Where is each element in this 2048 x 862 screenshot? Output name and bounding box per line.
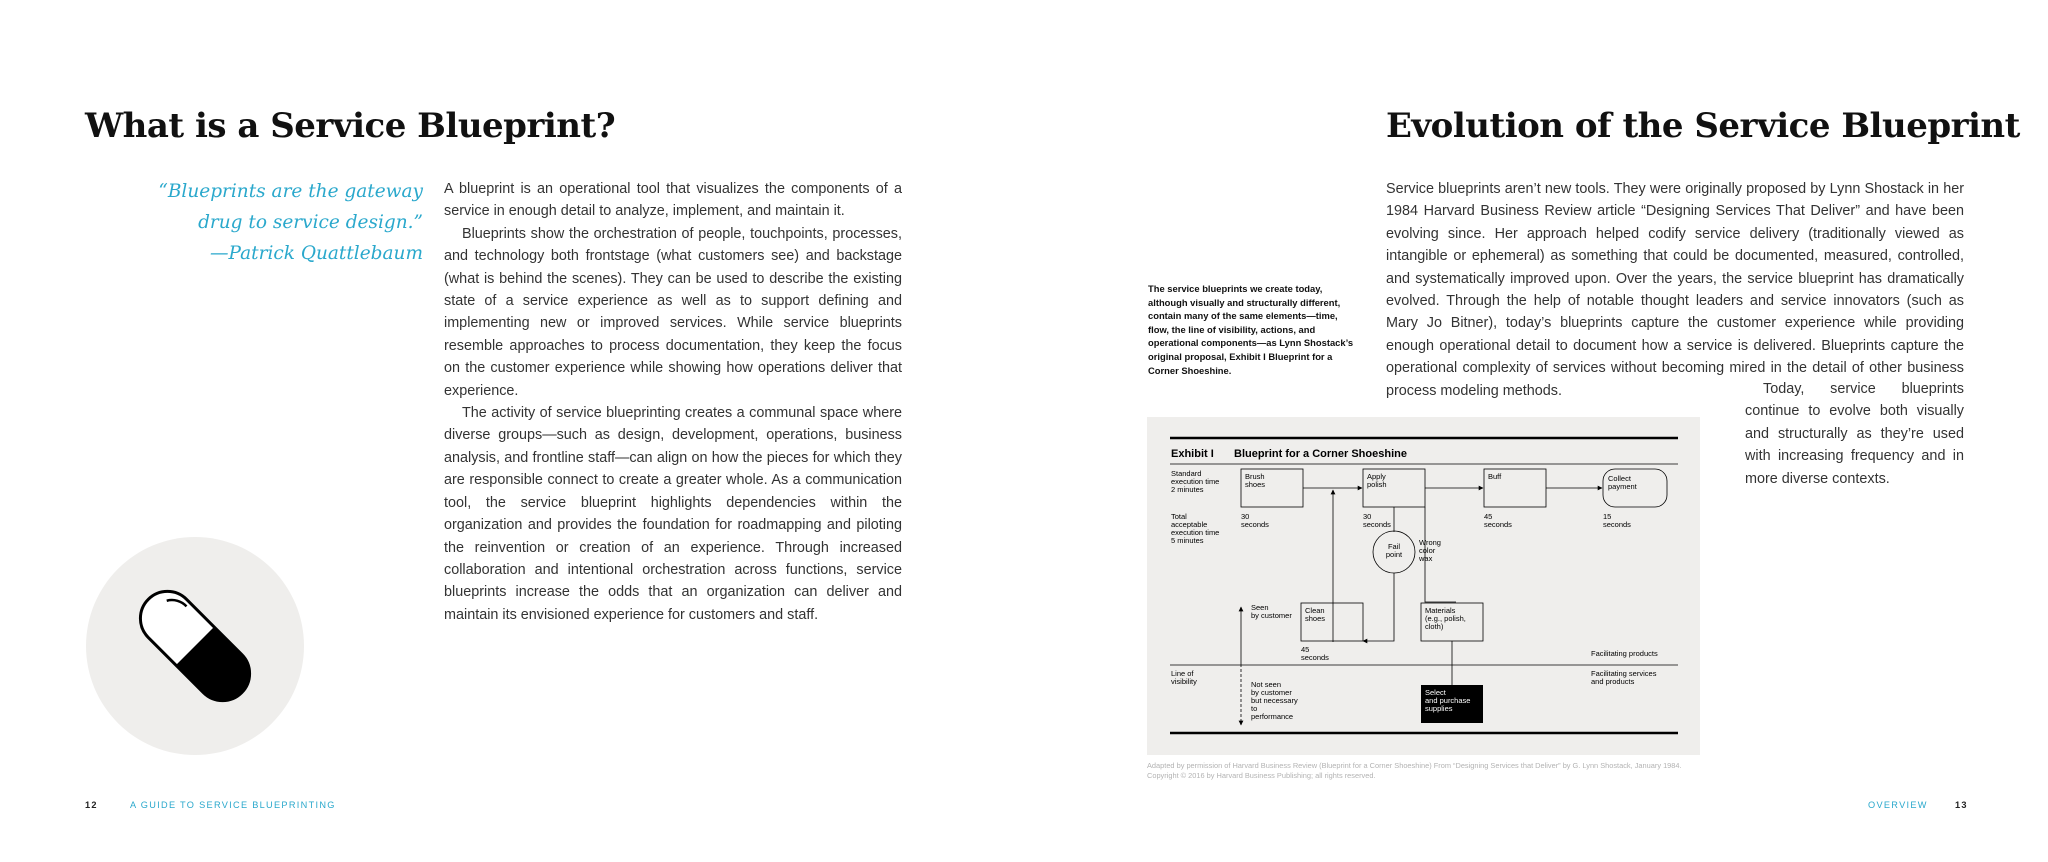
svg-text:Materials: Materials	[1425, 606, 1456, 615]
paragraph: The activity of service blueprinting creates a communal space where diverse groups—such as design, development, operations, business analysis, and frontline staff—can align on how the pieces for which they are responsible connect to create a greater whole. As a communication tool, the service blueprint highlights dependencies within the organization and provides the foundation for roadmapping and piloting the reinvention or creation of an experience. Through increased collaboration and intentional orchestration across functions, service blueprints increase the odds that an organization can deliver and maintain its envisioned experience for customers and staff.	[444, 405, 902, 623]
svg-text:Buff: Buff	[1488, 472, 1502, 481]
svg-text:payment: payment	[1608, 482, 1637, 491]
svg-text:but necessary: but necessary	[1251, 696, 1298, 705]
svg-text:Select: Select	[1425, 688, 1446, 697]
svg-text:visibility: visibility	[1171, 677, 1197, 686]
svg-text:Not seen: Not seen	[1251, 680, 1282, 689]
svg-text:Standard: Standard	[1171, 469, 1202, 478]
svg-text:5 minutes: 5 minutes	[1171, 536, 1204, 545]
seen-label: Seen	[1251, 603, 1269, 612]
svg-text:and products: and products	[1591, 677, 1635, 686]
svg-text:45: 45	[1484, 512, 1493, 521]
svg-text:Line of: Line of	[1171, 669, 1194, 678]
svg-text:Total: Total	[1171, 512, 1187, 521]
page-number-right: 13	[1955, 800, 1968, 810]
illustration-circle	[86, 537, 304, 755]
svg-text:shoes: shoes	[1305, 614, 1326, 623]
svg-text:(e.g., polish,: (e.g., polish,	[1425, 614, 1466, 623]
svg-text:Clean: Clean	[1305, 606, 1325, 615]
shoeshine-blueprint-diagram	[1147, 417, 1700, 755]
svg-text:execution time: execution time	[1171, 477, 1220, 486]
not-seen-label	[1251, 680, 1298, 721]
svg-text:2 minutes: 2 minutes	[1171, 485, 1204, 494]
section-label: OVERVIEW	[1868, 800, 1928, 810]
wrong-color-note	[1418, 538, 1441, 563]
svg-text:seconds: seconds	[1301, 653, 1329, 662]
body-text-right: Service blueprints aren’t new tools. They were originally proposed by Lynn Shostack in her 1984 Harvard Business Review article “Designing Services That Deliver” and have been evolving since. Her approach helped codify service delivery (traditionally viewed as intangible or ephemeral) as something that could be documented, measured, controlled, and systematically improved upon. Over the years, the service blueprint has dramatically evolved. Through the help of notable thought leaders and service innovators (such as Mary Jo Bitner), today’s blueprints capture the customer experience while providing enough operational detail to document how a service is delivered. Blueprints capture the operational complexity of services without becoming mired in the detail of other business process modeling methods.	[1386, 181, 1964, 399]
svg-text:Facilitating services: Facilitating services	[1591, 669, 1657, 678]
svg-text:shoes: shoes	[1245, 480, 1266, 489]
svg-text:and purchase: and purchase	[1425, 696, 1471, 705]
svg-text:Wrong: Wrong	[1419, 538, 1441, 547]
pull-quote	[130, 176, 423, 269]
svg-text:by customer: by customer	[1251, 688, 1292, 697]
svg-text:Fail: Fail	[1387, 542, 1401, 551]
page-title-left: What is a Service Blueprint?	[85, 106, 616, 146]
svg-text:15: 15	[1603, 512, 1612, 521]
svg-text:seconds: seconds	[1484, 520, 1512, 529]
svg-text:color: color	[1419, 546, 1436, 555]
total-time-label	[1171, 512, 1219, 545]
page-number-left: 12	[85, 800, 98, 810]
svg-text:supplies: supplies	[1425, 704, 1453, 713]
svg-text:execution time: execution time	[1171, 528, 1220, 537]
svg-text:point: point	[1385, 550, 1403, 559]
page-title-right: Evolution of the Service Blueprint	[1386, 106, 2020, 146]
exhibit-figure	[1147, 417, 1700, 755]
exhibit-title: Blueprint for a Corner Shoeshine	[1234, 448, 1407, 460]
quote-line: drug to service design.”	[198, 212, 423, 233]
exhibit-label: Exhibit I	[1171, 448, 1214, 460]
svg-text:Apply: Apply	[1367, 472, 1386, 481]
quote-attribution: —Patrick Quattlebaum	[210, 243, 423, 264]
svg-text:cloth): cloth)	[1425, 622, 1444, 631]
body-text-right-column	[1745, 378, 1964, 490]
svg-text:acceptable: acceptable	[1171, 520, 1208, 529]
svg-text:seconds: seconds	[1363, 520, 1391, 529]
svg-text:30: 30	[1241, 512, 1250, 521]
capsule-pill-icon	[86, 537, 304, 755]
body-text-left	[444, 178, 902, 626]
svg-text:30: 30	[1363, 512, 1372, 521]
svg-text:polish: polish	[1367, 480, 1387, 489]
svg-text:seconds: seconds	[1603, 520, 1631, 529]
figure-credit: Adapted by permission of Harvard Business Review (Blueprint for a Corner Shoeshine) From “Designing Services that Deliver” by G. Lynn Shostack, January 1984. Copyright © 2016 by Harvard Business Publishing; all rights reserved.	[1147, 761, 1682, 780]
standard-time-label	[1171, 469, 1219, 494]
paragraph: Blueprints show the orchestration of people, touchpoints, processes, and technology both frontstage (what customers see) and backstage (what is behind the scenes). They can be used to describe the existing state of a service experience as well as to support defining and implementing new or improved services. While service blueprints resemble approaches to process documentation, they keep the focus on the customer experience while showing how operations deliver that experience.	[444, 225, 902, 399]
svg-text:wax: wax	[1419, 554, 1433, 563]
running-title: A GUIDE TO SERVICE BLUEPRINTING	[130, 800, 336, 810]
svg-text:45: 45	[1301, 645, 1310, 654]
figure-caption: The service blueprints we create today, although visually and structurally different, contain many of the same elements—time, flow, the line of visibility, actions, and operational components—as Lynn Shostack’s original proposal, Exhibit I Blueprint for a Corner Shoeshine.	[1148, 283, 1354, 376]
svg-text:by customer: by customer	[1251, 611, 1292, 620]
paragraph: Today, service blueprints continue to evolve both visually and structurally as they’re used with increasing frequency and in more diverse contexts.	[1745, 381, 1964, 487]
svg-text:seconds: seconds	[1241, 520, 1269, 529]
svg-text:performance: performance	[1251, 712, 1294, 721]
svg-text:Brush: Brush	[1245, 472, 1265, 481]
svg-text:Collect: Collect	[1608, 474, 1631, 483]
svg-text:to: to	[1251, 704, 1258, 713]
paragraph: A blueprint is an operational tool that visualizes the components of a service in enough detail to analyze, implement, and maintain it.	[444, 181, 902, 220]
quote-line: “Blueprints are the gateway	[158, 181, 423, 202]
facilitating-products-label: Facilitating products	[1591, 649, 1658, 658]
